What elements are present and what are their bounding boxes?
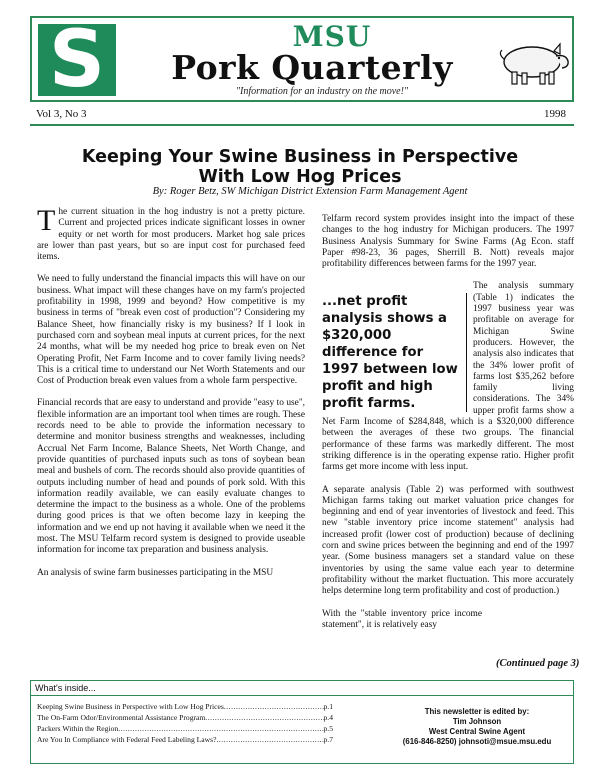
toc-item[interactable] xyxy=(37,723,333,734)
editor-name: Tim Johnson xyxy=(452,717,502,726)
toc-page: p.5 xyxy=(323,724,333,733)
table-of-contents xyxy=(37,701,333,745)
editor-role: West Central Swine Agent xyxy=(428,727,526,736)
msu-s-logo: S xyxy=(38,24,116,96)
editor-info xyxy=(383,707,571,747)
paragraph-2: We need to fully understand the financial impacts this will have on our business. What impact will these changes have on my farm's projected profitability in 1998, 1999 and beyond? How competitive is my business in terms of "break even cost of production"? Considering my Balance Sheet, how financially risky is my business? If I look in purchased corn and soybean meal inputs at current prices, for the next 24 months, what will be my needed hog price to break even on Net Operating Profit, Net Farm Income and to cover family living needs? This is a critical time to understand our Net Worth Statements and our Cost of Production break even values from a whole farm perspective. xyxy=(37,274,305,387)
paragraph-4: An analysis of swine farm businesses participating in the MSU xyxy=(37,567,274,578)
toc-page: p.1 xyxy=(323,702,333,711)
issue-year: 1998 xyxy=(544,108,566,120)
pig-icon xyxy=(494,34,574,90)
toc-leader xyxy=(216,734,323,745)
editor-intro: This newsletter is edited by: xyxy=(424,707,530,716)
article-byline: By: Roger Betz, SW Michigan District Extension Farm Management Agent xyxy=(152,186,468,197)
paragraph-1-text: he current situation in the hog industry is not a pretty picture. Current and projected prices indicate significant losses in owner equity or net worth for most producers. Market hog sale prices are lower than past years, but so are input cost for purchased feed items. xyxy=(37,207,305,263)
toc-title: The On-Farm Odor/Environmental Assistance Program xyxy=(37,713,206,722)
left-column xyxy=(37,204,305,590)
headline-line-1: Keeping Your Swine Business in Perspective xyxy=(81,147,519,167)
toc-leader xyxy=(205,712,323,723)
paragraph-3: Financial records that are easy to understand and provide "easy to use", flexible information are an important tool when times are rough. These records need to be able to provide the information necessary to determine and monitor business strengths and weaknesses, including Accrual Net Farm Income, Balance Sheets, Net Worth Change, and provide quantities of purchased inputs such as tons of soybean bean meal and bushels of corn. The records should also provide quantities of outputs including number of head and pounds of pork sold. With this information readily available, we can easily evaluate changes to determine the impact to the business as a whole. One of the problems during good prices is that we often become lazy in keeping the information and we end up not having it available when we need it the most. The MSU Telfarm record system is designed to provide useable information for income tax preparation and business analysis. xyxy=(37,398,305,556)
article-headline xyxy=(60,147,540,187)
divider xyxy=(31,695,573,696)
paragraph-5: Telfarm record system provides insight into the impact of these changes to the hog industry for Michigan producers. The 1997 Business Analysis Summary for Swine Farms (Ag Econ. staff Paper #98-23, 36 pages, Sherrill B. Nott) reveals major profitability differences between farms for the 1997 year. xyxy=(322,214,574,270)
paragraph-1 xyxy=(37,204,305,263)
whats-inside-heading: What's inside... xyxy=(35,683,96,693)
right-column xyxy=(322,214,574,642)
toc-title: Are You In Compliance with Federal Feed Labeling Laws? xyxy=(37,735,217,744)
tagline: "Information for an industry on the move!" xyxy=(235,86,409,97)
paragraph-7: A separate analysis (Table 2) was performed with southwest Michigan farms taking out market valuation price changes for beginning and end of year inventories of livestock and feed. This new "stable inventory price income statement" analysis had increased profit (lower cost of production) because of declining corn and swine prices between the beginning and end of the 1997 year. (Some business managers set a standard value on these inventories by using the same value each year to determine profitability without the market fluctuation. This more accurately helps determine long term profitability and cost of production.) xyxy=(322,484,574,597)
toc-leader xyxy=(118,723,323,734)
toc-title: Packers Within the Region xyxy=(37,724,119,733)
issue-volume: Vol 3, No 3 xyxy=(36,108,87,120)
editor-contact[interactable]: (616-846-8250) johnsoti@msue.msu.edu xyxy=(402,737,552,746)
toc-title: Keeping Swine Business in Perspective with Low Hog Prices xyxy=(37,702,224,711)
toc-page: p.7 xyxy=(323,735,333,744)
pull-quote: ...net profit analysis shows a $320,000 difference for 1997 between low profit and high profit farms. xyxy=(322,293,467,412)
headline-line-2: With Low Hog Prices xyxy=(198,167,402,187)
toc-page: p.4 xyxy=(323,713,333,722)
continued-note: (Continued page 3) xyxy=(496,658,580,669)
toc-item[interactable] xyxy=(37,734,333,745)
issue-bar xyxy=(30,104,574,126)
toc-item[interactable] xyxy=(37,701,333,712)
drop-cap: T xyxy=(37,204,56,237)
masthead xyxy=(30,15,574,105)
masthead-org: MSU xyxy=(292,20,372,53)
newsletter-title: Pork Quarterly xyxy=(171,48,453,87)
paragraph-6: The analysis summary (Table 1) indicates the 1997 business year was profitable on average for Michigan Swine producers. However, the analysis also indicates that the 34% lower profit of farms lost $35,262 before family living considerations. The 34% upper profit farms show a Net Farm Income of $284,848, which is a $320,000 difference between the averages of these two groups. The financial performance of these farms was markedly different. The most striking difference is in the operating expense ratio. Higher profit farms get more income with less input. xyxy=(322,281,574,473)
paragraph-8: With the "stable inventory price income statement", it is relatively easy xyxy=(322,608,482,630)
toc-item[interactable] xyxy=(37,712,333,723)
whats-inside-box xyxy=(30,680,574,764)
toc-leader xyxy=(224,701,324,712)
